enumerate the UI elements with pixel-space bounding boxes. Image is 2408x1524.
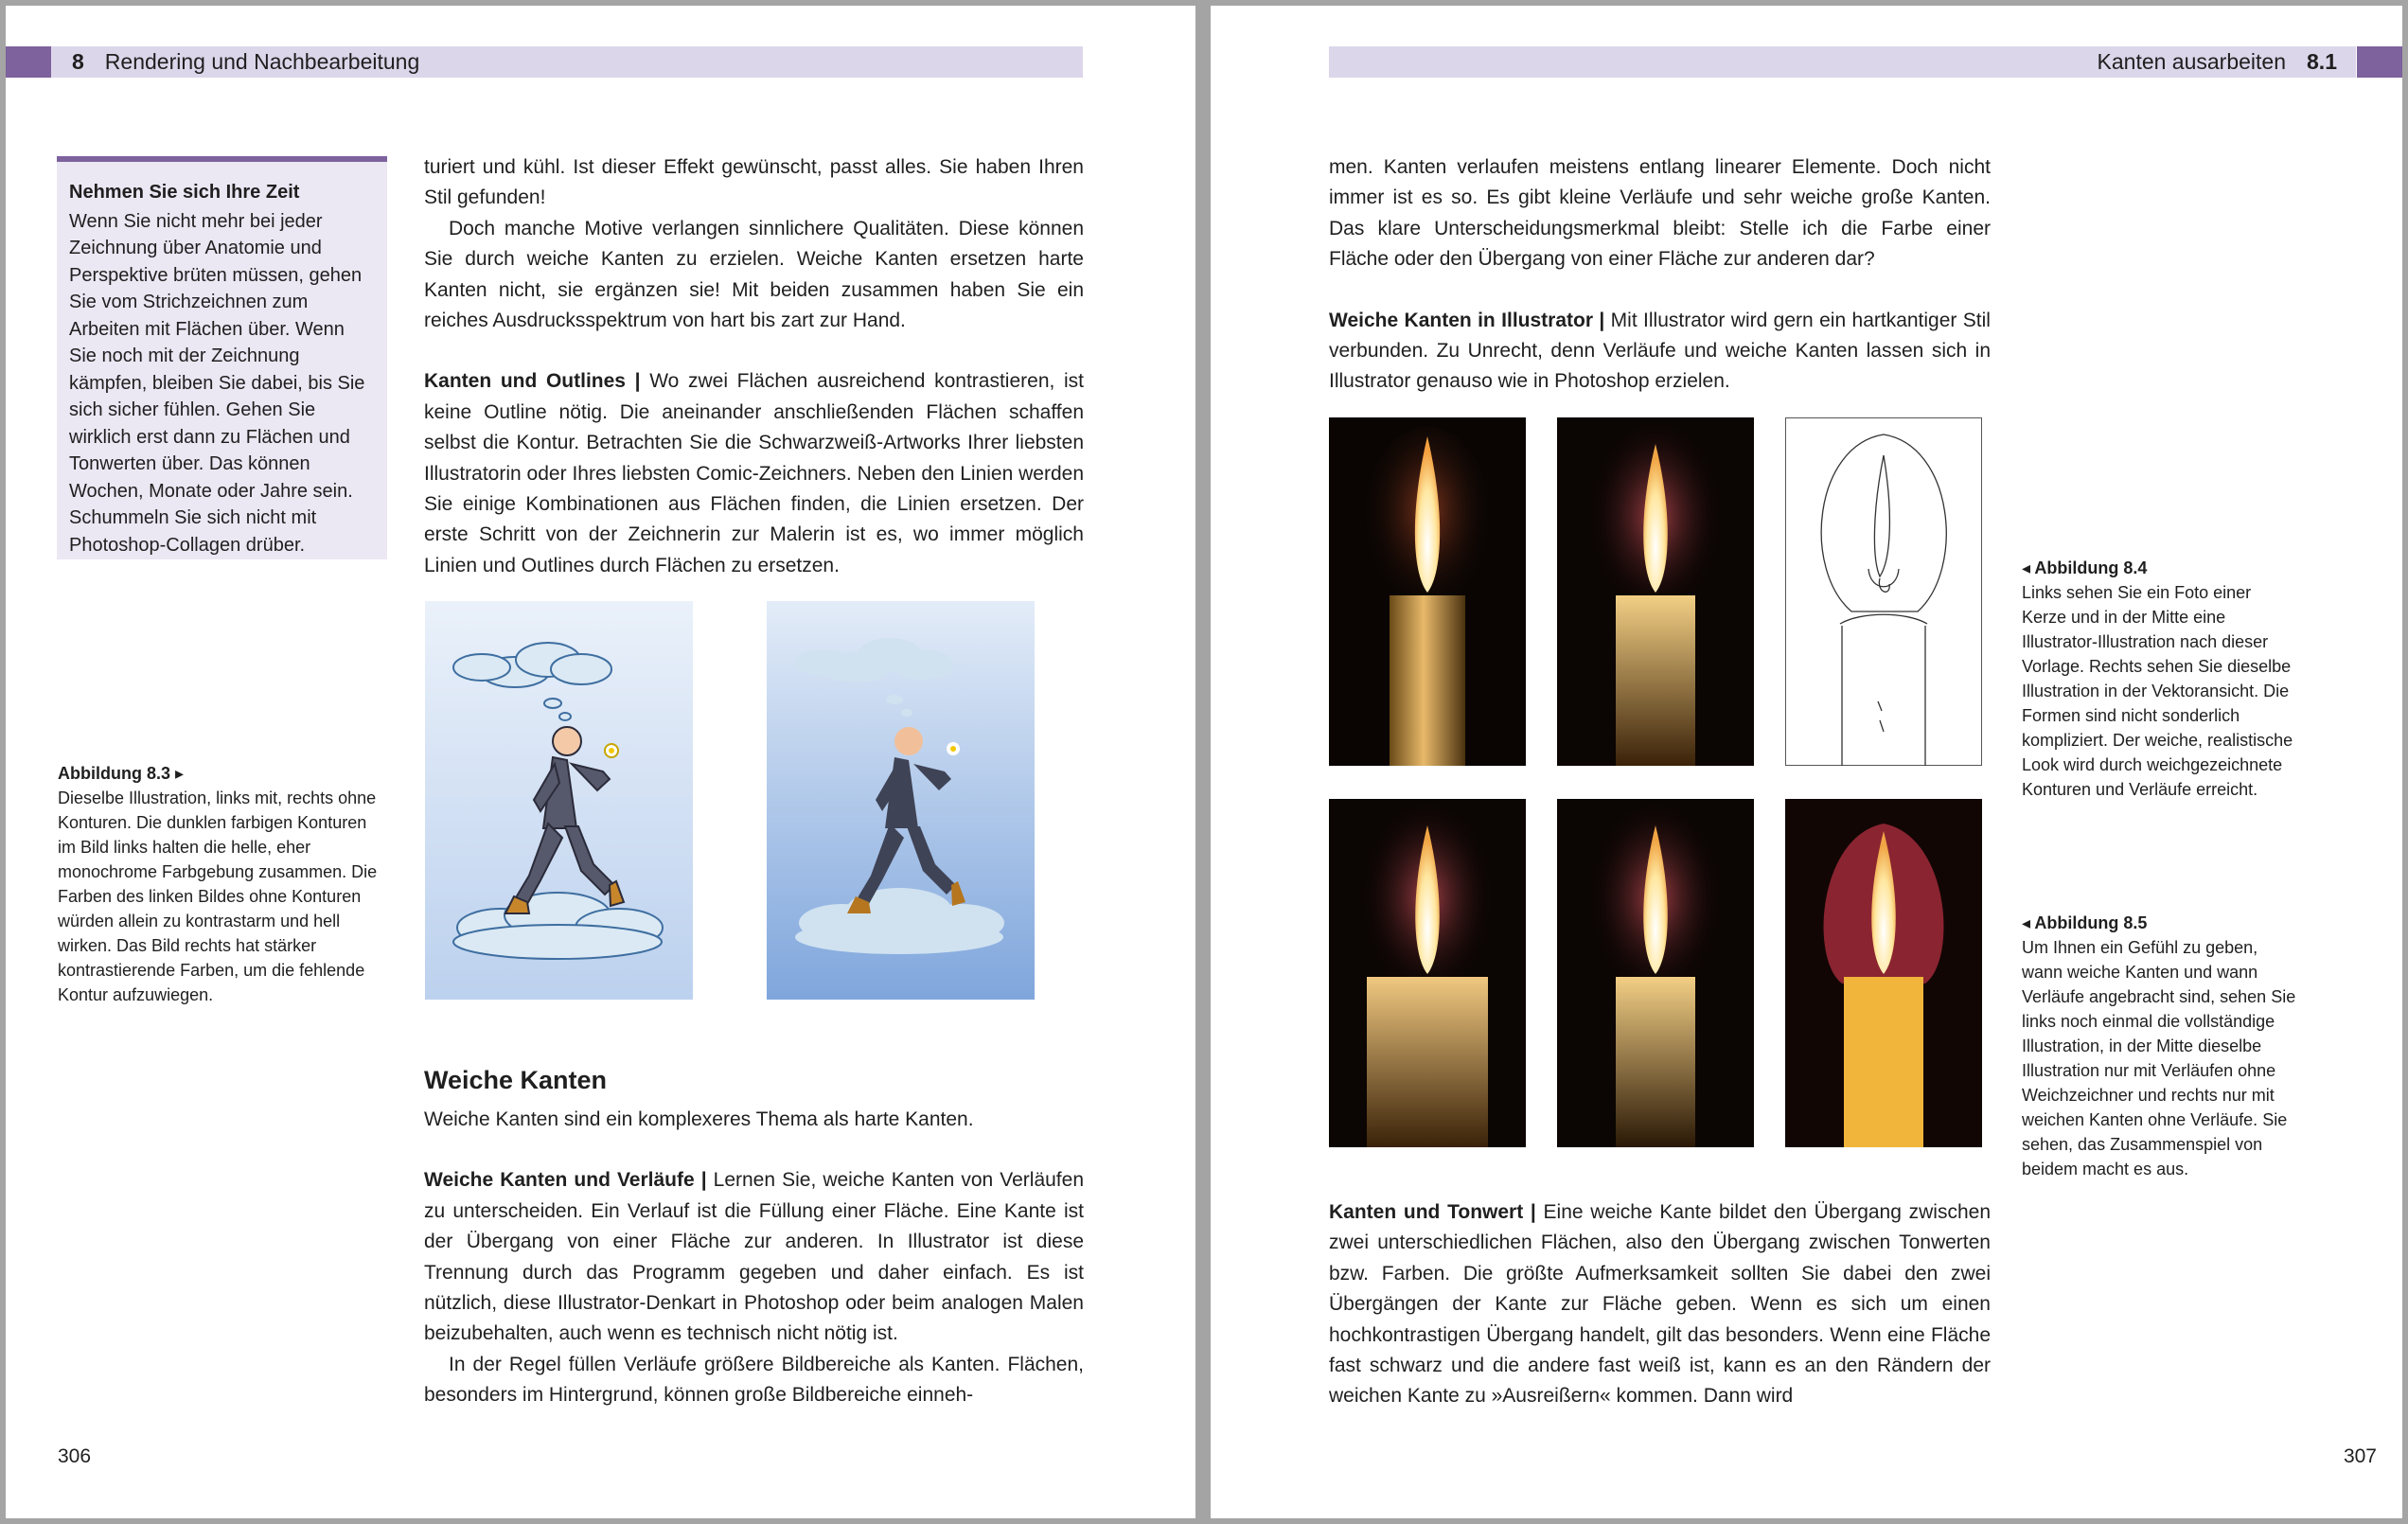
- candle-soft-edges: [1785, 799, 1982, 1147]
- chapter-title: Rendering und Nachbearbeitung: [104, 49, 420, 74]
- figure-8-4-vector-outline: [1785, 417, 1982, 766]
- body-column-top: [424, 152, 1084, 581]
- paragraph: turiert und kühl. Ist dieser Effekt gewünscht, passt alles. Sie haben Ihren Stil gefunden!: [424, 156, 1084, 209]
- candle-full: [1329, 799, 1526, 1147]
- tip-box-body: Wenn Sie nicht mehr bei jeder Zeichnung über Anatomie und Perspektive brüten müssen, gehen Sie vom Strichzeichnen zum Arbeiten mit Flächen über. Wenn Sie noch mit der Zeichnung kämpfen, bleiben Sie dabei, bis Sie sich sicher fühlen. Gehen Sie wirklich erst dann zu Flächen und Tonwerten über. Das können Wochen, Monate oder Jahre sein. Schummeln Sie sich nicht mit Photoshop-Collagen drüber.: [69, 210, 365, 556]
- paragraph: Weiche Kanten und Verläufe | Lernen Sie, weiche Kanten von Verläufen zu unterscheiden. Ein Verlauf ist die Füllung einer Fläche. Eine Kante ist der Übergang von einer Fläche zur anderen. In Illustrator ist diese Trennung durch das Programm gegeben und daher einfach. Es ist nützlich, diese Illustrator-Denkart in Photoshop oder beim analogen Malen beizubehalten, auch wenn es technisch nicht nötig ist.: [424, 1169, 1084, 1345]
- paragraph: Weiche Kanten in Illustrator | Mit Illustrator wird gern ein hartkantiger Stil verbunden. Zu Unrecht, denn Verläufe und weiche Kanten lassen sich in Illustrator genauso wie in Photoshop erzielen.: [1329, 309, 1991, 393]
- figure-8-5-soft-edges-only: [1785, 799, 1982, 1147]
- candle-photo: [1329, 417, 1526, 766]
- body-column-bottom: [424, 1105, 1084, 1411]
- figure-8-5-full-illustration: [1329, 799, 1526, 1147]
- section-tab: [2357, 46, 2402, 78]
- paragraph: Doch manche Motive verlangen sinnlichere Qualitäten. Diese können Sie durch weiche Kanten zu erzielen. Weiche Kanten ersetzen harte Kanten nicht, sie ergänzen sie! Mit beiden zusammen haben Sie ein reiches Ausdrucksspektrum von hart bis zart zur Hand.: [424, 217, 1084, 332]
- candle-gradients: [1557, 799, 1754, 1147]
- section-number: 8.1: [2307, 49, 2337, 74]
- figure-8-4-photo-candle: [1329, 417, 1526, 766]
- run-in-heading: Kanten und Tonwert |: [1329, 1201, 1536, 1223]
- caption-body: Dieselbe Illustration, links mit, rechts ohne Konturen. Die dunklen farbigen Konturen im Bild links halten die helle, eher monochrome Farbgebung zusammen. Die Farben des linken Bildes ohne Konturen würden allein zu kontrastarm und hell wirken. Das Bild rechts hat stärker kontrastierende Farben, um die fehlende Kontur aufzuwiegen.: [58, 789, 378, 1004]
- page-number-left: 306: [58, 1445, 92, 1467]
- paragraph: Kanten und Outlines | Wo zwei Flächen ausreichend kontrastieren, ist keine Outline nötig. Die aneinander anschließenden Flächen schaffen selbst die Kontur. Betrachten Sie die Schwarzweiß-Artworks Ihrer liebsten Illustratorin oder Ihres liebsten Comic-Zeichners. Neben den Linien werden Sie einige Kombinationen aus Flächen finden, die Linien ersetzen. Der erste Schritt von der Zeichnerin zur Malerin ist es, wo immer möglich Linien und Outlines durch Flächen zu ersetzen.: [424, 370, 1084, 576]
- paragraph: Kanten und Tonwert | Eine weiche Kante bildet den Übergang zwischen zwei unterschiedlichen Flächen, also den Übergang zwischen Tonwerten bzw. Farben. Die größte Aufmerksamkeit sollten Sie dabei den zwei Übergängen der Kante zur Fläche geben. Wenn es sich um einen hochkontrastigen Übergang handelt, gilt das besonders. Wenn eine Fläche fast schwarz und die andere fast weiß ist, kann es an den Rändern der weichen Kante zu »Ausreißern« kommen. Dann wird: [1329, 1201, 1992, 1408]
- body-column-top-right: [1329, 152, 1991, 398]
- figure-8-3-with-outlines: [425, 601, 693, 1000]
- caption-figure-8-4: [2022, 556, 2296, 802]
- caption-body: Um Ihnen ein Gefühl zu geben, wann weiche Kanten und wann Verläufe angebracht sind, sehen Sie links noch einmal die vollständige Illustration, in der Mitte dieselbe Illustration nur mit Verläufen ohne Weichzeichner und rechts nur mit weichen Kanten ohne Verläufe. Sie sehen, das Zusammenspiel von beidem macht es aus.: [2022, 938, 2296, 1178]
- run-in-heading: Weiche Kanten und Verläufe |: [424, 1169, 707, 1192]
- running-header-left: [51, 46, 1083, 78]
- caption-title: ◂ Abbildung 8.4: [2022, 558, 2148, 577]
- body-column-bottom-right: [1329, 1197, 1991, 1412]
- caption-title: Abbildung 8.3 ▸: [58, 764, 185, 783]
- caption-body: Links sehen Sie ein Foto einer Kerze und in der Mitte eine Illustrator-Illustration nach dieser Vorlage. Rechts sehen Sie dieselbe Illustration in der Vektoransicht. Die Formen sind nicht sonderlich kompliziert. Der weiche, realistische Look wird durch weichgezeichnete Konturen und Verläufe erreicht.: [2022, 583, 2293, 799]
- left-page: [6, 6, 1195, 1518]
- section-heading: Weiche Kanten: [424, 1066, 608, 1094]
- running-header-right: [1329, 46, 2356, 78]
- chapter-number: 8: [72, 49, 84, 74]
- section-title: Kanten ausarbeiten: [2097, 49, 2287, 74]
- right-page: [1211, 6, 2402, 1518]
- caption-figure-8-3: [58, 761, 389, 1007]
- candle-illustration: [1557, 417, 1754, 766]
- run-in-heading: Weiche Kanten in Illustrator |: [1329, 309, 1605, 331]
- tip-box-title: Nehmen Sie sich Ihre Zeit: [69, 182, 300, 203]
- paragraph: In der Regel füllen Verläufe größere Bildbereiche als Kanten. Flächen, besonders im Hintergrund, können große Bildbereiche einneh-: [424, 1353, 1084, 1407]
- chapter-tab: [6, 46, 51, 78]
- run-in-heading: Kanten und Outlines |: [424, 370, 641, 393]
- paragraph: men. Kanten verlaufen meistens entlang linearer Elemente. Doch nicht immer ist es so. Es gibt kleine Verläufe und sehr weiche große Kanten. Das klare Unterscheidungsmerkmal bleibt: Stelle ich die Farbe einer Fläche oder den Übergang von einer Fläche zur anderen dar?: [1329, 156, 1991, 271]
- caption-title: ◂ Abbildung 8.5: [2022, 913, 2148, 932]
- walking-man-illustration-outlined: [425, 601, 693, 1000]
- figure-8-3-without-outlines: [767, 601, 1035, 1000]
- walking-man-illustration-flat: [767, 601, 1035, 1000]
- figure-8-5-gradients-only: [1557, 799, 1754, 1147]
- figure-8-4-illustrated-candle: [1557, 417, 1754, 766]
- candle-wireframe: [1785, 417, 1982, 766]
- tip-box: [57, 156, 387, 559]
- page-number-right: 307: [2343, 1445, 2377, 1467]
- caption-figure-8-5: [2022, 911, 2296, 1181]
- paragraph: Weiche Kanten sind ein komplexeres Thema als harte Kanten.: [424, 1108, 974, 1130]
